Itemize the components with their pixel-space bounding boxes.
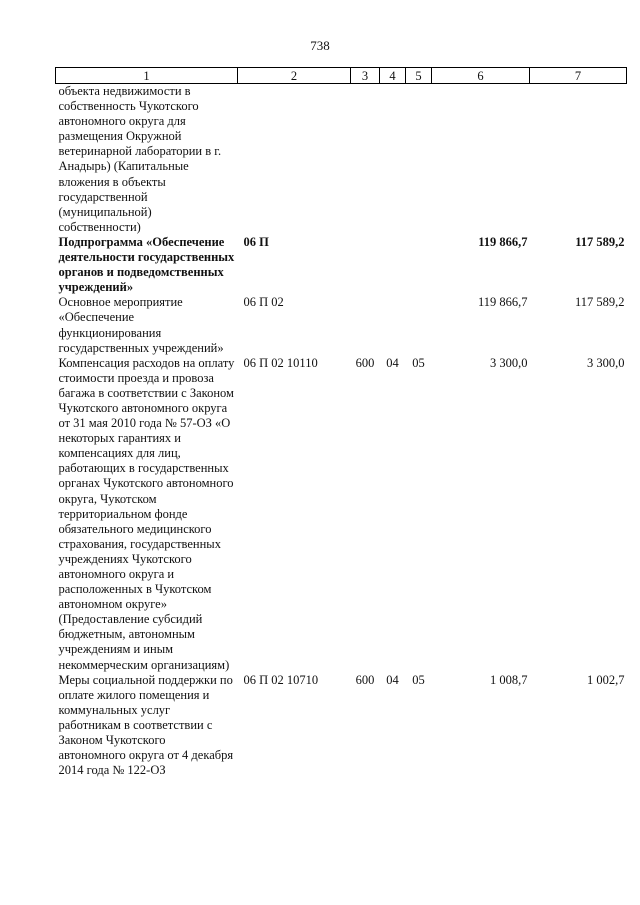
row-col4 [380,84,406,235]
row-col3 [351,295,380,355]
table-row [56,356,627,673]
row-value-7: 3 300,0 [587,355,625,370]
table-row-subprogram [56,235,627,295]
column-header-2: 2 [238,68,351,84]
table-row [56,84,627,235]
row-col3: 600 [355,672,375,687]
row-col5 [406,235,432,295]
row-value-7: 117 589,2 [575,234,625,249]
row-value-6: 119 866,7 [477,295,528,310]
row-name: Основное мероприятие «Обеспечение функционирования государственных учреждений» [58,295,224,355]
row-col4 [380,235,406,295]
row-value-7: 1 002,7 [587,672,625,687]
row-name: Меры социальной поддержки по оплате жилого помещения и коммунальных услуг работникам в соответствии с Законом Чукотского автономного округа от 4 декабря 2014 года № 122-ОЗ [58,672,234,778]
table-header-row [56,68,627,84]
row-value-6: 3 300,0 [490,355,528,370]
column-header-5: 5 [406,68,432,84]
row-name: Подпрограмма «Обеспечение деятельности государственных органов и подведомственных учреждений» [58,234,235,295]
table-row [56,295,627,355]
row-code: 06 П 02 [243,295,284,310]
column-header-7: 7 [530,68,627,84]
row-col3: 600 [355,355,375,370]
row-value-6: 119 866,7 [478,234,528,249]
row-col4 [380,295,406,355]
column-header-4: 4 [380,68,406,84]
row-value-7: 117 589,2 [574,295,625,310]
row-col4: 04 [386,355,399,370]
row-name: Компенсация расходов на оплату стоимости проезда и провоза багажа в соответствии с Законом Чукотского автономного округа от 31 мая 2010 года № 57-ОЗ «О некоторых гарантиях и компенсациях для лиц, работающих в государственных органах Чукотского автономного округа, Чукотском территориальном фонде обязательного медицинского страхования, государственных учреждениях Чукотского автономного округа и расположенных в Чукотском автономном округе» (Предоставление субсидий бюджетным, автономным учреждениям и иным некоммерческим организациям) [58,355,235,672]
row-col3 [351,235,380,295]
row-value-6 [432,84,530,235]
row-col5 [406,84,432,235]
row-value-6: 1 008,7 [490,672,528,687]
table-row [56,673,627,779]
column-header-6: 6 [432,68,530,84]
row-col4: 04 [386,672,399,687]
column-header-3: 3 [351,68,380,84]
column-header-1: 1 [56,68,238,84]
row-col5: 05 [412,672,425,687]
row-code: 06 П [243,234,269,249]
row-code: 06 П 02 10710 [243,672,319,687]
row-name: объекта недвижимости в собственность Чукотского автономного округа для размещения Окружной ветеринарной лаборатории в г. Анадырь) (Капитальные вложения в объекты государственной (муниципальной) собственности) [58,84,222,234]
row-col5 [406,295,432,355]
row-value-7 [530,84,627,235]
row-col3 [351,84,380,235]
row-code [238,84,351,235]
row-col5: 05 [412,355,425,370]
row-code: 06 П 02 10110 [243,355,318,370]
budget-table [55,67,627,778]
page-number: 738 [310,38,330,53]
